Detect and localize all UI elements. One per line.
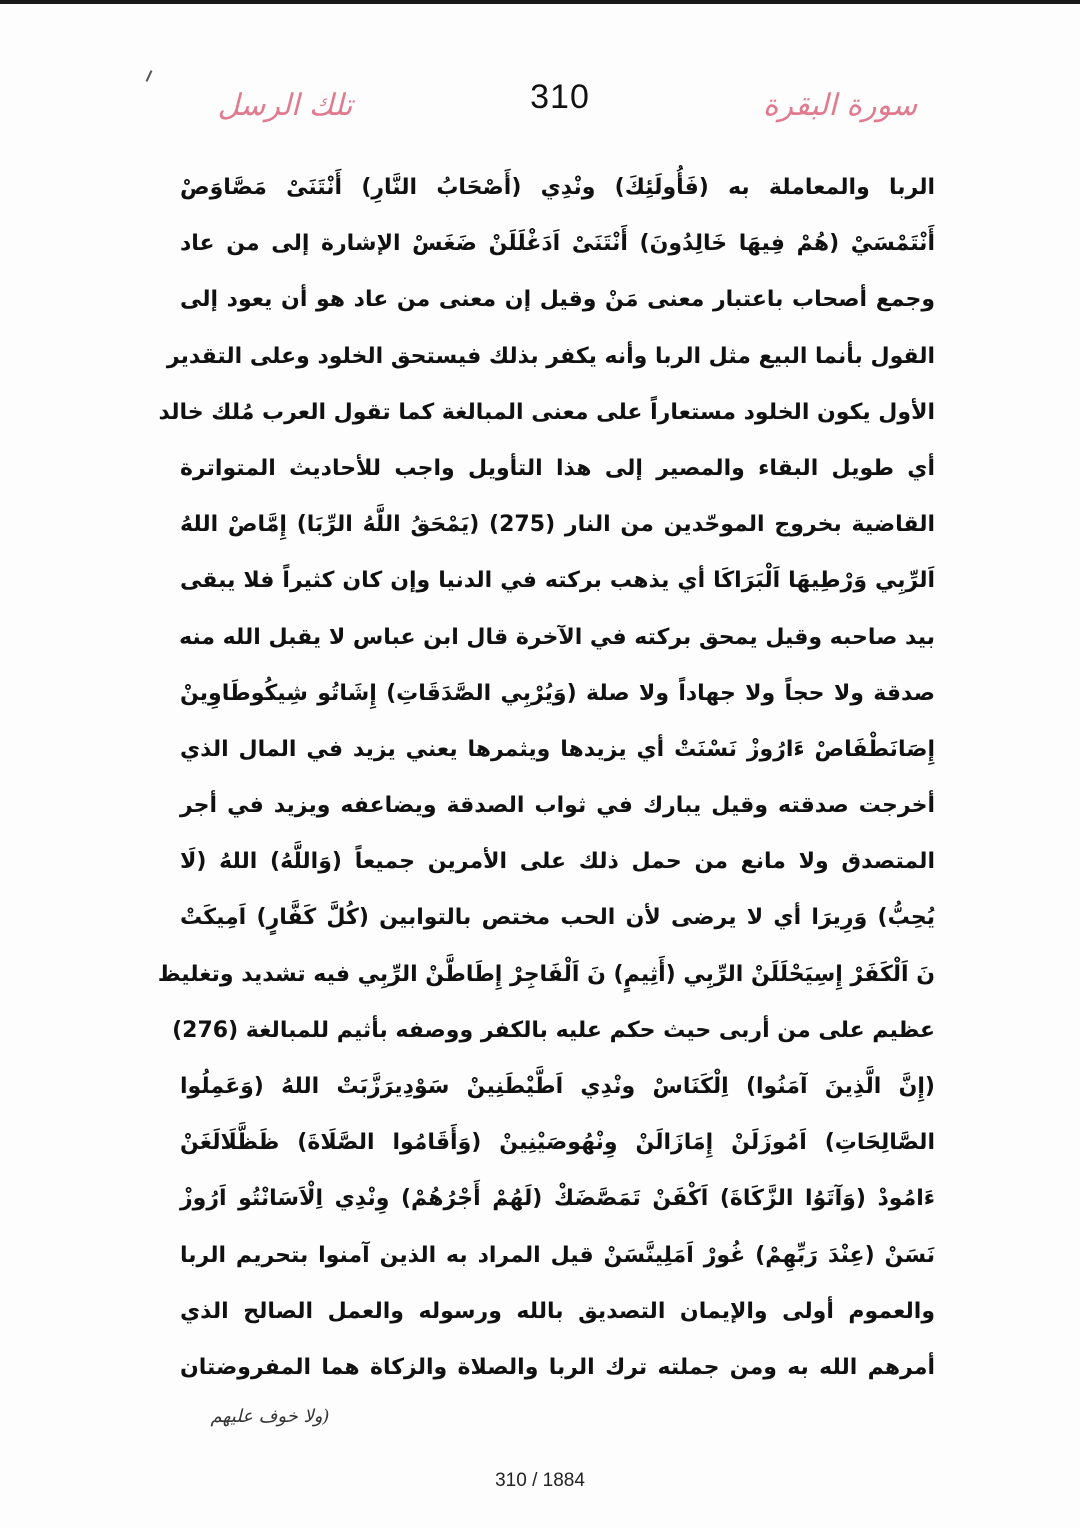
surah-name-handwritten: سورة البقرة xyxy=(762,88,918,123)
text-line: اَلرِّبِي وَرْطِيهَا اَلْبَرَاكَا أي يذهب بركته في الدنيا وإن كان كثيراً فلا يبقى xyxy=(180,568,935,594)
text-line: الأول يكون الخلود مستعاراً على معنى المبالغة كما تقول العرب مُلك خالد xyxy=(158,399,935,425)
text-line: القول بأنما البيع مثل الربا وأنه يكفر بذلك فيستحق الخلود وعلى التقدير xyxy=(166,343,935,369)
top-edge-rule xyxy=(0,0,1080,4)
text-line: بيد صاحبه وقيل يمحق بركته في الآخرة قال ابن عباس لا يقبل الله منه xyxy=(179,624,935,650)
text-line: أَنْتَمْسَيْ (هُمْ فِيهَا خَالِدُونَ) أَنْتَنَىْ اَدَغْلَلَنْ ضَغَسْ الإشارة إلى من عاد xyxy=(180,231,935,257)
text-line: عظيم على من أربى حيث حكم عليه بالكفر ووصفه بأثيم للمبالغة (276) xyxy=(172,1017,935,1043)
pen-mark xyxy=(146,70,153,82)
text-line: إِصَانَطْفَاصْ ءَارُوزْ نَسْنَتْ أي يزيدها ويثمرها يعني يزيد في المال الذي xyxy=(180,736,935,762)
text-line: نَسَنْ (عِنْدَ رَبِّهِمْ) غُورْ اَمَلِينَّسَنْ قيل المراد به الذين آمنوا بتحريم الربا xyxy=(180,1242,935,1268)
text-line: الصَّالِحَاتِ) اَمُوزَلَنْ إِمَازَالَنْ وِنْهُوصَيْنِينْ (وَأَقَامُوا الصَّلَاةَ) ظَظَّلَالَغَنْ xyxy=(180,1130,935,1156)
text-line: وجمع أصحاب باعتبار معنى مَنْ وقيل إن معنى من عاد هو أن يعود إلى xyxy=(180,287,935,313)
page-counter: 310 / 1884 xyxy=(495,1470,585,1491)
text-line: والعموم أولى والإيمان التصديق بالله ورسوله والعمل الصالح الذي xyxy=(180,1298,935,1324)
handwritten-catchword: (ولا خوف عليهم xyxy=(210,1406,330,1427)
text-line: (إِنَّ الَّذِينَ آمَنُوا) اِلْكَنَاسْ ونْدِي اَطَّيْطَنِينْ سَوْدِيرَزَّبَتْ اللهُ (وَعَمِلُوا xyxy=(180,1074,935,1099)
body-text xyxy=(157,160,935,1396)
text-line: أخرجت صدقته وقيل يبارك في ثواب الصدقة ويضاعفه ويزيد في أجر xyxy=(180,793,935,819)
text-line: الربا والمعاملة به (فَأُولَئِكَ) ونْدِي (أَصْحَابُ النَّارِ) أَنْتَنَىْ مَصَّاوَصْ xyxy=(180,175,935,200)
text-line: صدقة ولا حجاً ولا جهاداً ولا صلة (وَيُرْبِي الصَّدَقَاتِ) إِشَاتُو شِيكُوطَاوِينْ xyxy=(180,680,935,706)
text-line: المتصدق ولا مانع من حمل ذلك على الأمرين جميعاً (وَاللَّهُ) اللهُ (لَا xyxy=(180,849,935,875)
page-number: 310 xyxy=(530,78,590,116)
text-line: نَ اَلْكَفَرْ إِسِيَحْلَلَنْ الرِّبِي (أَثِيمٍ) نَ اَلْفَاجِرْ إِطَاطَّنْ الرِّبِي فيه تشديد وتغليظ xyxy=(157,961,935,987)
text-line: يُحِبُّ) وَرِيرَا أي لا يرضى لأن الحب مختص بالتوابين (كُلَّ كَفَّارٍ) اَمِيكَتْ xyxy=(180,905,935,931)
text-line: أمرهم الله به ومن جملته ترك الربا والصلاة والزكاة هما المفروضتان xyxy=(180,1354,935,1380)
text-line: أي طويل البقاء والمصير إلى هذا التأويل واجب للأحاديث المتواترة xyxy=(180,455,935,481)
text-line: القاضية بخروج الموحّدين من النار (275) (يَمْحَقُ اللَّهُ الرِّبَا) إِمَّاصْ اللهُ xyxy=(180,512,935,538)
juz-name-handwritten: تلك الرسل xyxy=(217,88,353,123)
text-line: ءَامُودْ (وَآتَوُا الزَّكَاةَ) اَكْفَنْ تَمَصَّضَكْ (لَهُمْ أَجْرُهُمْ) وِنْدِي اِلْاَسَانْتُو اَرُوزْ xyxy=(180,1186,935,1212)
